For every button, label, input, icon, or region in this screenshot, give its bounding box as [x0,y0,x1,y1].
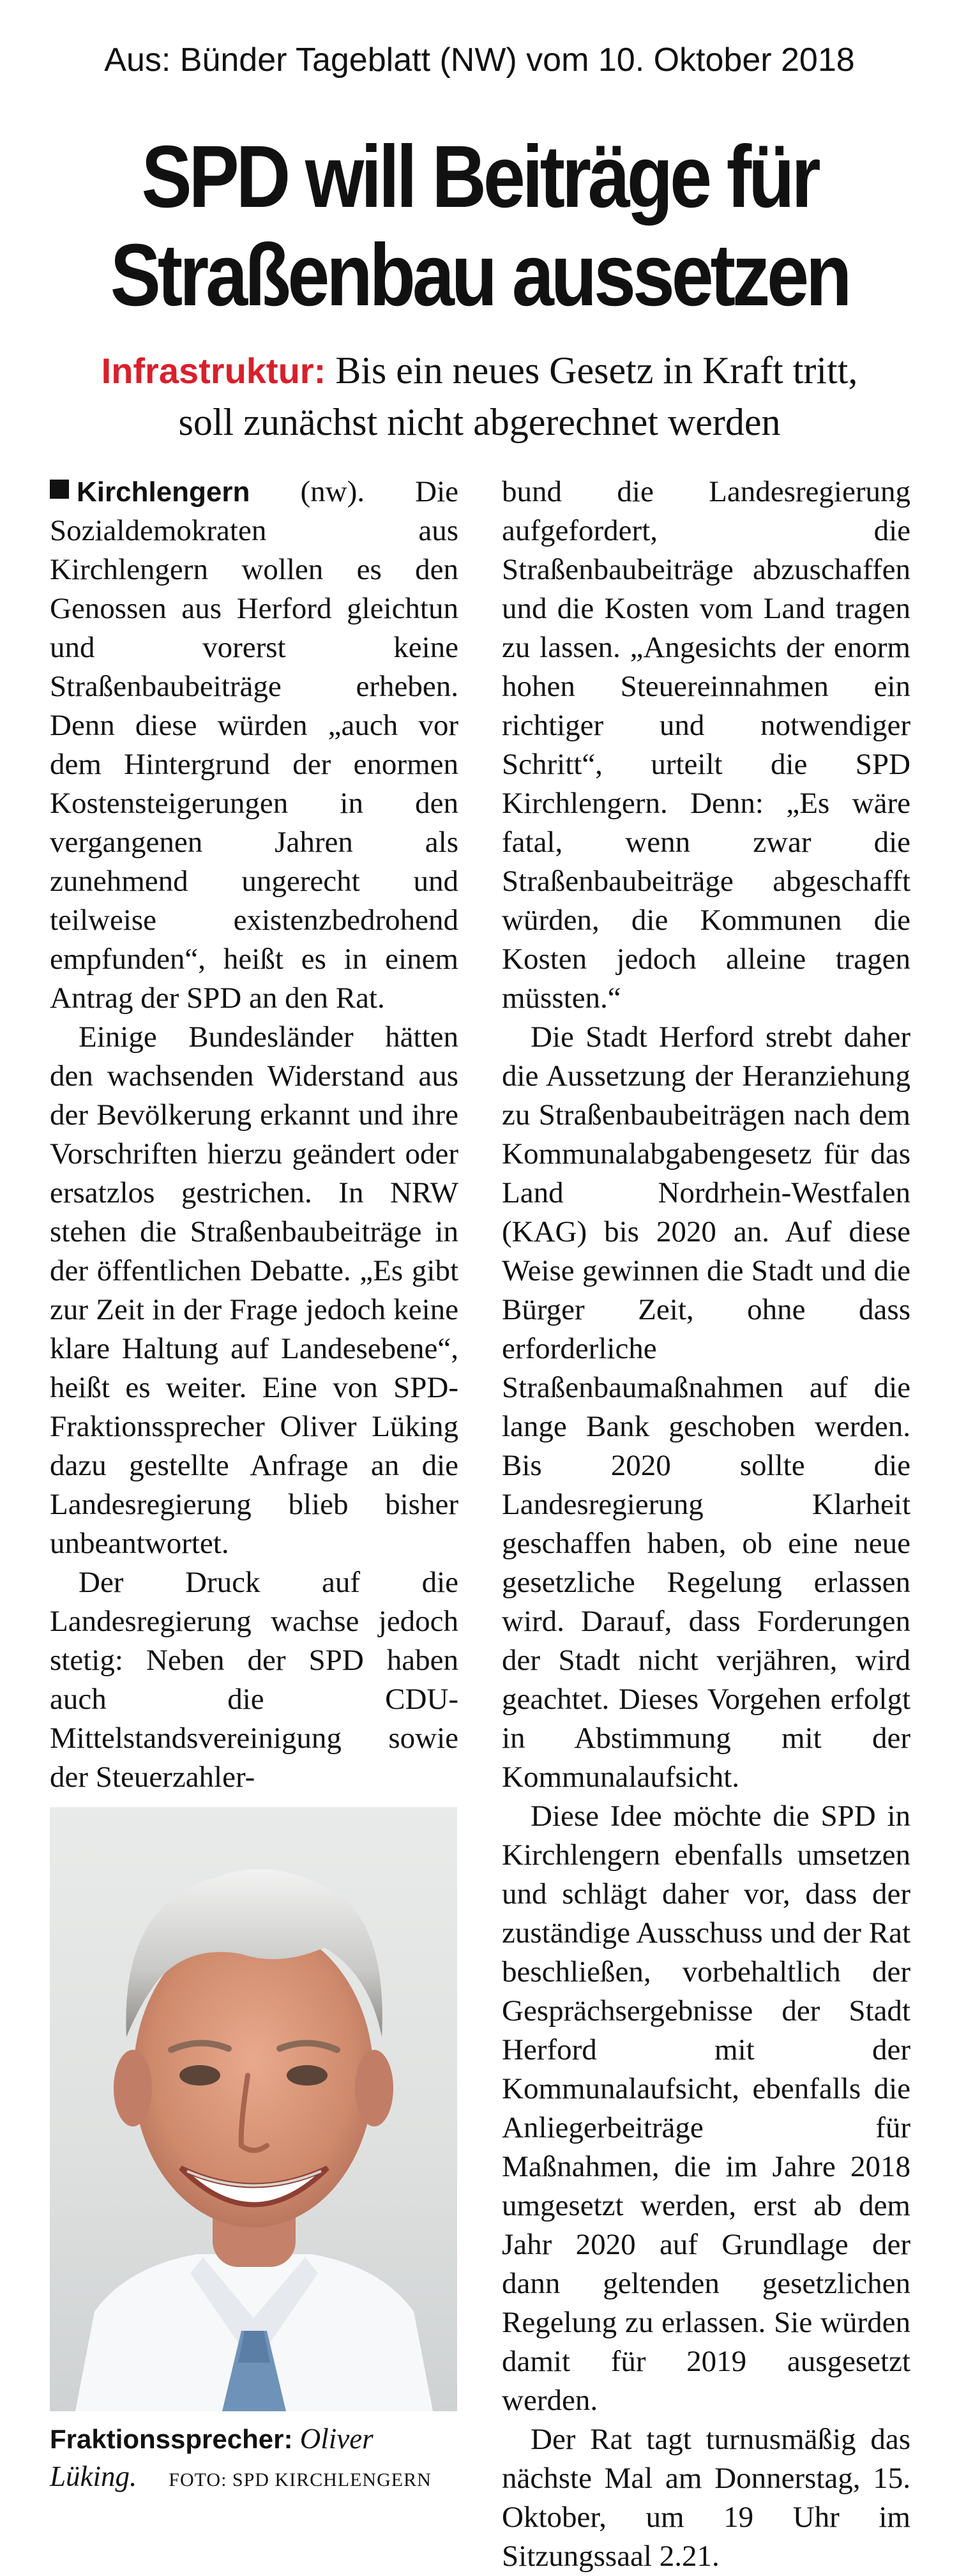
article-paragraph: Der Druck auf die Landesregierung wachse jedoch stetig: Neben der SPD haben auch die CDU-Mittelstandsvereinigung sowie der Steuerzahler- [50,1566,458,1794]
article-paragraph: Die Stadt Herford strebt daher die Aussetzung der Heranziehung zu Straßenbaubeiträgen nach dem Kommunalabgabengesetz für das Land Nordrhein-Westfalen (KAG) bis 2020 an. Auf diese Weise gewinnen die Stadt und die Bürger Zeit, ohne dass erforderliche Straßenbaumaßnahmen auf die lange Bank geschoben werden. Bis 2020 sollte die Landesregierung Klarheit geschaffen haben, ob eine neue gesetzliche Regelung erlassen wird. Darauf, dass Forderungen der Stadt nicht verjähren, wird geachtet. Dieses Vorgehen erfolgt in Abstimmung mit der Kommunalaufsicht. [502,1020,910,1794]
subhead-kicker: Infrastruktur: [101,351,326,391]
photo-caption [50,2420,458,2499]
article-paragraph: Einige Bundesländer hätten den wachsenden Widerstand aus der Bevölkerung erkannt und ihre Vorschriften hierzu geändert oder ersatzlos gestrichen. In NRW stehen die Straßenbaubeiträge in der öffentlichen Debatte. „Es gibt zur Zeit in der Frage jedoch keine klare Haltung auf Landesebene“, heißt es weiter. Eine von SPD-Fraktionssprecher Oliver Lüking dazu gestellte Anfrage an die Landesregierung blieb bisher unbeantwortet. [50,1020,458,1560]
portrait-photo [50,1807,457,2411]
dateline-agency: (nw). [250,475,365,508]
photo-credit: FOTO: SPD KIRCHLENGERN [169,2469,432,2490]
headline [89,128,870,324]
subhead-line-1: Bis ein neues Gesetz in Kraft tritt, [326,349,858,391]
source-line: Aus: Bünder Tageblatt (NW) vom 10. Oktober 2018 [104,42,855,79]
dateline-place: Kirchlengern [77,476,250,508]
paragraph-text: Die Sozialdemokraten aus Kirchlengern wollen es den Genossen aus Herford gleichtun und vorerst keine Straßenbaubeiträge erheben. Denn diese würden „auch vor dem Hintergrund der enormen Kostensteigerungen in den vergangenen Jahren als zunehmend ungerecht und teilweise existenzbedrohend empfunden“, heißt es in einem Antrag der SPD an den Rat. [50,475,458,1015]
headline-line-1: SPD will Beiträge für [141,128,818,226]
article-paragraph: Diese Idee möchte die SPD in Kirchlengern ebenfalls umsetzen und schlägt daher vor, dass der zuständige Ausschuss und der Rat beschließen, vorbehaltlich der Gesprächsergebnisse der Stadt Herford mit der Kommunalaufsicht, ebenfalls die Anliegerbeiträge für Maßnahmen, die im Jahre 2018 umgesetzt werden, erst ab dem Jahr 2020 auf Grundlage der dann geltenden gesetzlichen Regelung zu erlassen. Sie würden damit für 2019 ausgesetzt werden. [502,1799,910,2417]
article-column-left [50,473,458,1797]
dateline-square-icon [50,480,69,499]
headline-line-2: Straßenbau aussetzen [110,226,849,324]
article-column-right [502,473,910,2576]
article-paragraph: Der Rat tagt turnusmäßig das nächste Mal am Donnerstag, 15. Oktober, um 19 Uhr im Sitzungssaal 2.21. [502,2423,910,2573]
caption-person: Oliver Lüking. [50,2423,374,2492]
subheadline [26,345,933,448]
portrait-illustration [50,1807,457,2411]
article-paragraph: bund die Landesregierung aufgefordert, die Straßenbaubeiträge abzuschaffen und die Kosten vom Land tragen zu lassen. „Angesichts der enorm hohen Steuereinnahmen ein richtiger und notwendiger Schritt“, urteilt die SPD Kirchlengern. Denn: „Es wäre fatal, wenn zwar die Straßenbaubeiträge abgeschafft würden, die Kommunen die Kosten jedoch alleine tragen müssten.“ [502,475,910,1015]
caption-label: Fraktionssprecher: [50,2424,293,2454]
subhead-line-2: soll zunächst nicht abgerechnet werden [178,401,781,443]
article-paragraph [50,473,458,1018]
